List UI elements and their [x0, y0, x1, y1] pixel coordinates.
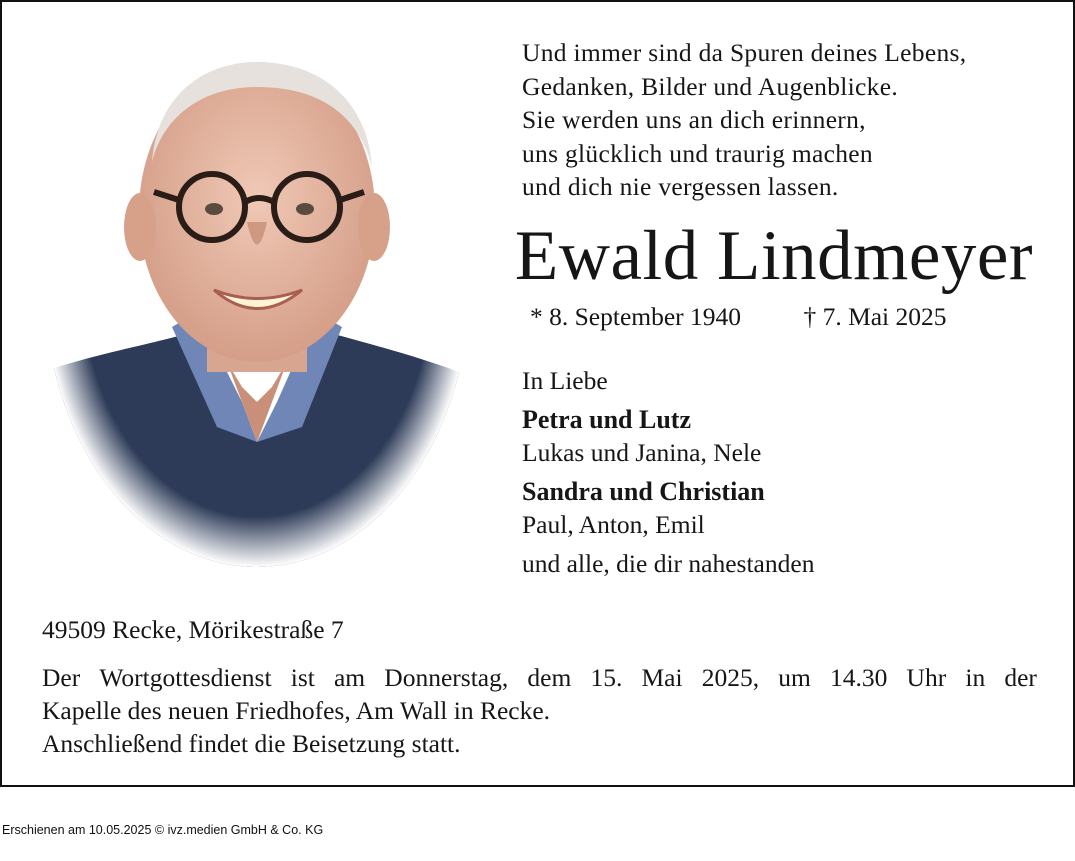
death-date: † 7. Mai 2025	[803, 302, 947, 331]
mourners-group-heading: Petra und Lutz	[522, 405, 691, 434]
mourners-list	[522, 364, 814, 580]
deceased-name: Ewald Lindmeyer	[514, 217, 1033, 295]
service-line-3: Anschließend findet die Beisetzung statt.	[42, 729, 461, 758]
mourners-closing: und alle, die dir nahestanden	[522, 549, 815, 578]
publication-footer: Erschienen am 10.05.2025 © ivz.medien GmbH & Co. KG	[2, 823, 324, 837]
poem	[522, 36, 1062, 204]
portrait-photo	[42, 42, 472, 572]
birth-date: * 8. September 1940	[530, 302, 742, 331]
service-line-1: Der Wortgottesdienst ist am Donnerstag, dem 15. Mai 2025, um 14.30 Uhr in der	[42, 663, 1037, 692]
mourners-intro: In Liebe	[522, 366, 608, 395]
mourners-group-members: Paul, Anton, Emil	[522, 510, 705, 539]
service-notice	[42, 661, 1037, 760]
family-address: 49509 Recke, Mörikestraße 7	[42, 615, 344, 644]
poem-line: Sie werden uns an dich erinnern,	[522, 105, 866, 134]
poem-line: Und immer sind da Spuren deines Lebens,	[522, 38, 967, 67]
mourners-group-members: Lukas und Janina, Nele	[522, 438, 762, 467]
poem-line: und dich nie vergessen lassen.	[522, 172, 839, 201]
poem-line: Gedanken, Bilder und Augenblicke.	[522, 71, 899, 101]
service-line-2: Kapelle des neuen Friedhofes, Am Wall in Recke.	[42, 696, 551, 725]
poem-line: uns glücklich und traurig machen	[522, 138, 873, 168]
life-dates	[530, 301, 947, 333]
mourners-group-heading: Sandra und Christian	[522, 477, 765, 506]
